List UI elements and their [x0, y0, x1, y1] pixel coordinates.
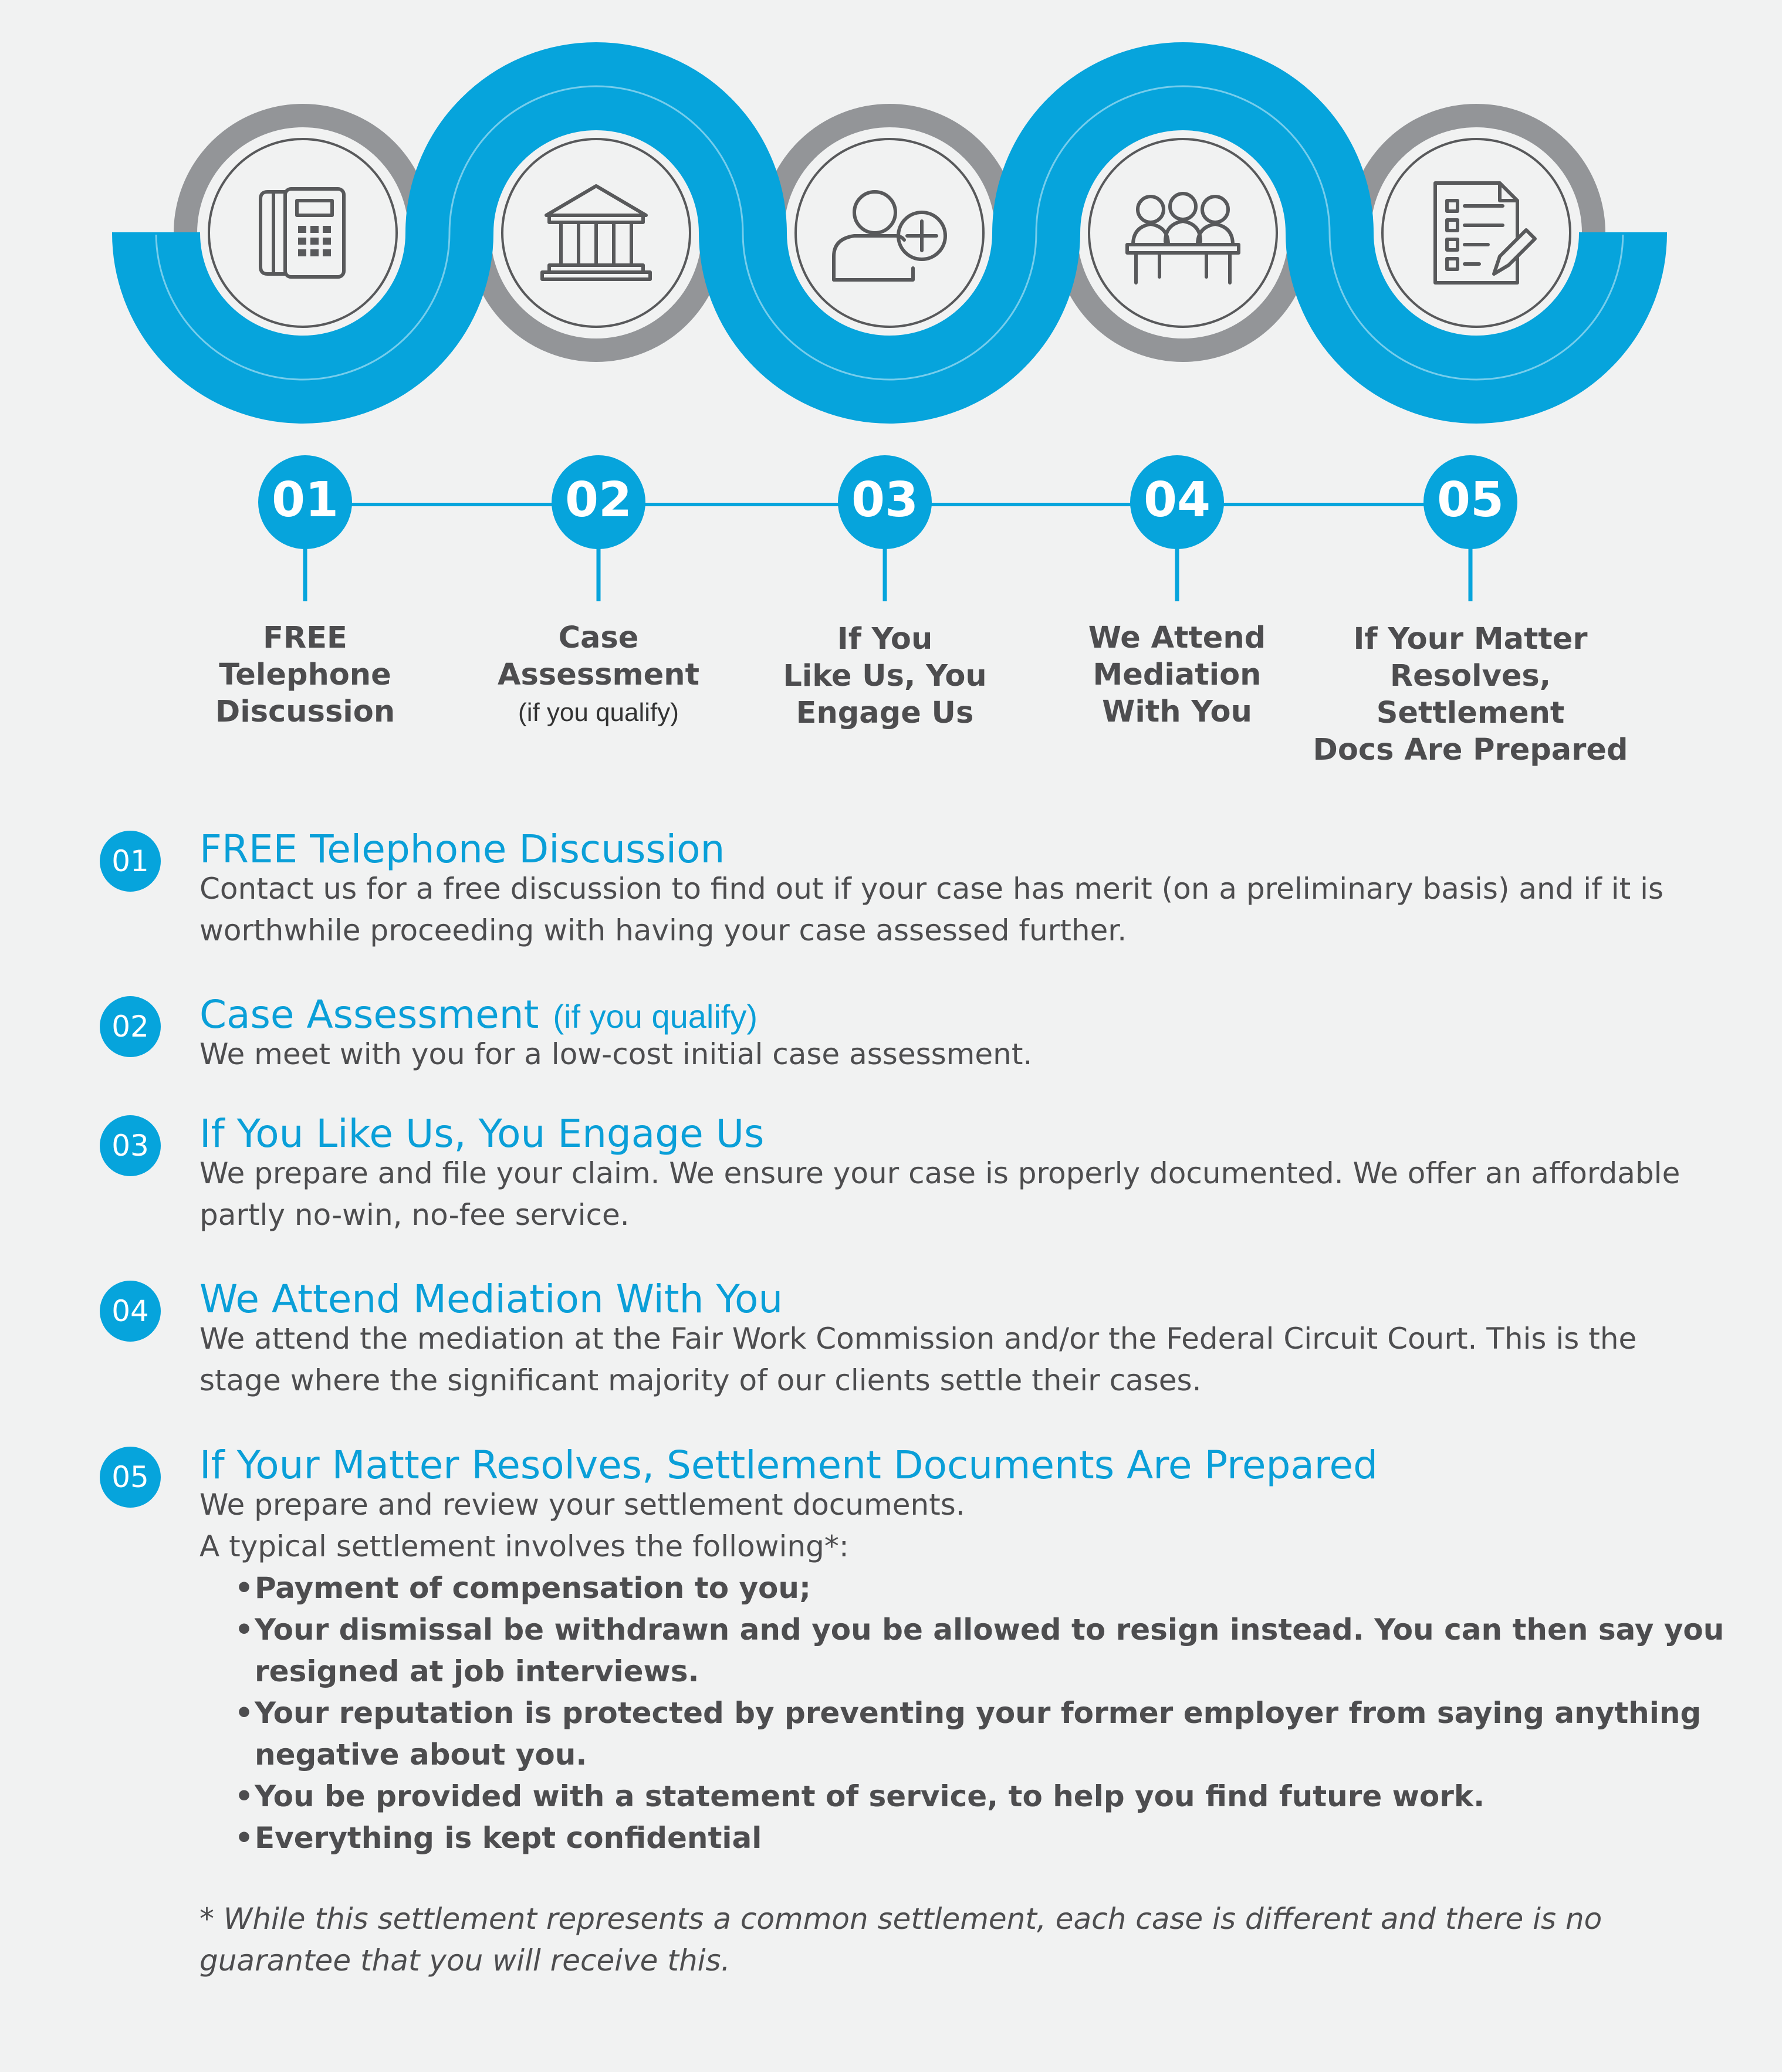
step-label-line: If You [837, 622, 933, 656]
section-title [199, 991, 758, 1040]
step-label-line: With You [1102, 695, 1252, 729]
footnote: * While this settlement represents a common settlement, each case is different and there is no guarantee that you will receive this. [199, 1902, 1602, 1978]
step-label-4 [1013, 619, 1341, 730]
section-title: FREE Telephone Discussion [199, 827, 725, 872]
step-number-3: 03 [851, 472, 919, 528]
body-line: We prepare and review your settlement documents. [199, 1488, 965, 1522]
step-label-3 [721, 621, 1049, 732]
list-item: • Everything is kept confidential [235, 1817, 1725, 1859]
settlement-list [199, 1567, 1725, 1859]
step-badge: 04 [100, 1281, 161, 1342]
step-label-line: Mediation [1093, 658, 1262, 692]
icon-disc-5 [1377, 133, 1576, 333]
step-badge: 05 [100, 1447, 161, 1508]
section-title-note: (if you qualify) [553, 998, 758, 1035]
icon-disc-4 [1083, 133, 1283, 333]
step-label-line: Docs Are Prepared [1313, 733, 1628, 767]
step-label-line: If Your Matter [1353, 622, 1588, 656]
step-number-1: 01 [271, 472, 339, 528]
list-item: • Your dismissal be withdrawn and you be allowed to resign instead. You can then say you resigned at job interviews. [235, 1609, 1725, 1692]
list-item: • Your reputation is protected by preventing your former employer from saying anything negative about you. [235, 1692, 1725, 1776]
body-line: A typical settlement involves the following*: [199, 1529, 849, 1563]
step-badge: 01 [100, 831, 161, 892]
step-label-note: (if you qualify) [518, 698, 679, 727]
step-label-line: Resolves, Settlement [1376, 659, 1565, 730]
step-number-5: 05 [1436, 472, 1504, 528]
section-body: We meet with you for a low-cost initial case assessment. [199, 1037, 1033, 1071]
step-label-line: Engage Us [796, 696, 974, 730]
step-number-2: 02 [564, 472, 633, 528]
icon-disc-3 [790, 133, 989, 333]
step-label-line: We Attend [1088, 621, 1266, 655]
section-body [199, 1484, 1725, 1859]
step-badge: 02 [100, 996, 161, 1057]
step-badge: 03 [100, 1115, 161, 1176]
section-title: We Attend Mediation With You [199, 1277, 783, 1322]
step-label-2 [434, 619, 763, 732]
section-title: If You Like Us, You Engage Us [199, 1111, 765, 1156]
wave-right-cap [1579, 232, 1667, 235]
step-label-1 [141, 619, 469, 730]
step-label-line: Like Us, You [783, 659, 987, 693]
step-label-line: Case [558, 621, 639, 655]
section-title-text: Case Assessment [199, 992, 539, 1037]
step-label-line: FREE [263, 621, 347, 655]
step-label-line: Assessment [498, 658, 699, 692]
step-label-5 [1306, 621, 1635, 768]
section-body: We prepare and file your claim. We ensure your case is properly documented. We offer an affordable partly no-win, no-fee service. [199, 1156, 1680, 1232]
list-item: • You be provided with a statement of service, to help you find future work. [235, 1776, 1725, 1817]
step-number-4: 04 [1143, 472, 1211, 528]
section-body: We attend the mediation at the Fair Work Commission and/or the Federal Circuit Court. This is the stage where the significant majority of our clients settle their cases. [199, 1322, 1637, 1397]
step-label-line: Discussion [215, 695, 395, 729]
step-label-line: Telephone [219, 658, 391, 692]
list-item: • Payment of compensation to you; [235, 1567, 1725, 1609]
wave-left-cap [112, 232, 200, 235]
section-title: If Your Matter Resolves, Settlement Documents Are Prepared [199, 1443, 1378, 1488]
section-body: Contact us for a free discussion to find out if your case has merit (on a preliminary basis) and if it is worthwhile proceeding with having your case assessed further. [199, 872, 1664, 947]
